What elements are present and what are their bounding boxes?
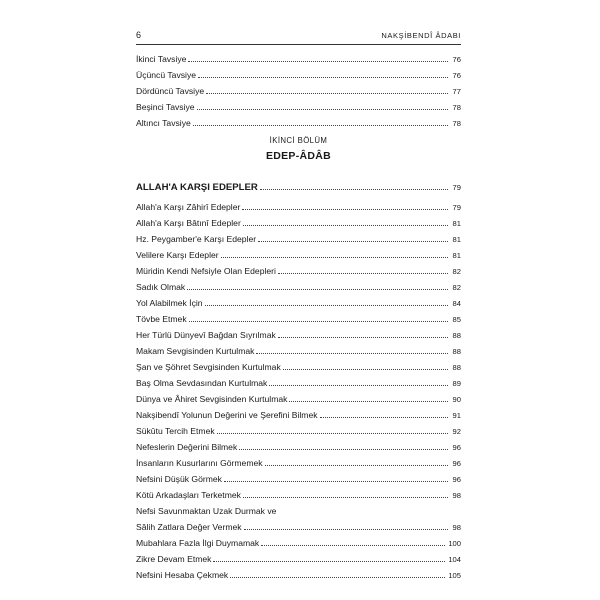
- toc-entry-title: Hz. Peygamber'e Karşı Edepler: [136, 234, 257, 244]
- dot-leader: [205, 305, 448, 306]
- toc-entry-page: 81: [452, 235, 461, 244]
- toc-entry-page: 82: [452, 267, 461, 276]
- toc-chapter-heading: [136, 180, 461, 193]
- toc-entry: [136, 440, 461, 453]
- toc-entry: [136, 84, 461, 97]
- toc-entry: [136, 488, 461, 501]
- toc-entry: [136, 312, 461, 325]
- toc-entry-page: 105: [448, 571, 461, 580]
- toc-entry-title: Mubahlara Fazla İlgi Duymamak: [136, 538, 260, 548]
- toc-entry: [136, 472, 461, 485]
- toc-entry-page: 98: [452, 523, 461, 532]
- toc-entry-title: Allah'a Karşı Zâhirî Edepler: [136, 202, 241, 212]
- toc-entry: [136, 100, 461, 113]
- toc-entry: [136, 52, 461, 65]
- toc-entry: [136, 456, 461, 469]
- toc-entry: [136, 552, 461, 565]
- toc-entry-page: 81: [452, 251, 461, 260]
- toc-entry: [136, 536, 461, 549]
- dot-leader: [261, 545, 445, 546]
- toc-entry-title: Şan ve Şöhret Sevgisinden Kurtulmak: [136, 362, 281, 372]
- dot-leader: [206, 93, 448, 94]
- toc-entry-title: Kötü Arkadaşları Terketmek: [136, 490, 241, 500]
- toc-entry-page: 84: [452, 299, 461, 308]
- dot-leader: [230, 577, 445, 578]
- dot-leader: [188, 61, 448, 62]
- toc-entry-title: Makam Sevgisinden Kurtulmak: [136, 346, 255, 356]
- toc-entry-page: 92: [452, 427, 461, 436]
- toc-entry-title: Dördüncü Tavsiye: [136, 86, 205, 96]
- toc-entry: [136, 116, 461, 129]
- dot-leader: [244, 529, 448, 530]
- dot-leader: [243, 225, 448, 226]
- toc-entry-page: 104: [448, 555, 461, 564]
- toc-entry-title: Müridin Kendi Nefsiyle Olan Edepleri: [136, 266, 276, 276]
- toc-entry: [136, 264, 461, 277]
- dot-leader: [213, 561, 445, 562]
- toc-entry: [136, 392, 461, 405]
- section-label: İKİNCİ BÖLÜM: [269, 136, 328, 145]
- toc-entry-page: 96: [452, 475, 461, 484]
- toc-entry-page: 76: [452, 55, 461, 64]
- toc-entry: [136, 216, 461, 229]
- toc-entry: [136, 68, 461, 81]
- dot-leader: [269, 385, 448, 386]
- toc-entry-page: 78: [452, 119, 461, 128]
- toc-entry: [136, 296, 461, 309]
- dot-leader: [193, 125, 448, 126]
- toc-entry-title: Velilere Karşı Edepler: [136, 250, 219, 260]
- toc-entry-page: 88: [452, 347, 461, 356]
- dot-leader: [197, 109, 448, 110]
- toc-entry-title: Baş Olma Sevdasından Kurtulmak: [136, 378, 268, 388]
- toc-entry-title: İkinci Tavsiye: [136, 54, 187, 64]
- dot-leader: [260, 189, 448, 190]
- toc-entry-page: 77: [452, 87, 461, 96]
- dot-leader: [265, 465, 448, 466]
- toc-entry-page: 98: [452, 491, 461, 500]
- toc-entry-page: 81: [452, 219, 461, 228]
- toc-entry: [136, 424, 461, 437]
- toc-entry-title: İnsanların Kusurlarını Görmemek: [136, 458, 263, 468]
- toc-entry-title: Sükûtu Tercih Etmek: [136, 426, 215, 436]
- toc-entry-title: Üçüncü Tavsiye: [136, 70, 197, 80]
- toc-entry-title: Nefsi Savunmaktan Uzak Durmak ve: [136, 506, 277, 516]
- page-number: 6: [136, 30, 142, 40]
- toc-entry: [136, 248, 461, 261]
- toc-entry-title: Dünya ve Âhiret Sevgisinden Kurtulmak: [136, 394, 288, 404]
- toc-entry-page: 96: [452, 443, 461, 452]
- toc-entry-page: 100: [448, 539, 461, 548]
- toc-entry-title: Yol Alabilmek İçin: [136, 298, 203, 308]
- dot-leader: [278, 273, 448, 274]
- dot-leader: [239, 449, 448, 450]
- dot-leader: [189, 321, 448, 322]
- toc-entry-page: 88: [452, 363, 461, 372]
- toc-entry-page: 85: [452, 315, 461, 324]
- dot-leader: [224, 481, 448, 482]
- toc-entry: [136, 200, 461, 213]
- dot-leader: [289, 401, 448, 402]
- toc-entry-title: Tövbe Etmek: [136, 314, 187, 324]
- toc-entry-title: Nefsini Hesaba Çekmek: [136, 570, 229, 580]
- toc-entry-page: 91: [452, 411, 461, 420]
- toc-entry-title: ALLAH'A KARŞI EDEPLER: [136, 182, 258, 193]
- running-title: NAKŞİBENDÎ ÂDABI: [381, 31, 461, 40]
- toc-entry-title: Nakşibendî Yolunun Değerini ve Şerefini Bilmek: [136, 410, 318, 420]
- toc-entry-title: Zikre Devam Etmek: [136, 554, 212, 564]
- toc-entry: [136, 344, 461, 357]
- toc-entry-title: Her Türlü Dünyevî Bağdan Sıyrılmak: [136, 330, 276, 340]
- toc-entry: [136, 232, 461, 245]
- dot-leader: [278, 337, 448, 338]
- page-header: [136, 30, 461, 45]
- dot-leader: [217, 433, 448, 434]
- section-title: EDEP-ÂDÂB: [265, 150, 332, 162]
- toc-entry-page: 79: [452, 203, 461, 212]
- dot-leader: [242, 209, 448, 210]
- toc-entry-page: 89: [452, 379, 461, 388]
- toc-entry: [136, 520, 461, 533]
- dot-leader: [198, 77, 448, 78]
- dot-leader: [283, 369, 448, 370]
- toc-entry: [136, 568, 461, 581]
- toc-entry-page: 90: [452, 395, 461, 404]
- dot-leader: [187, 289, 448, 290]
- toc-entry-title: Sadık Olmak: [136, 282, 186, 292]
- toc-entry: [136, 408, 461, 421]
- toc-entry: [136, 280, 461, 293]
- toc-entry-page: 96: [452, 459, 461, 468]
- toc-entry-page: 82: [452, 283, 461, 292]
- dot-leader: [258, 241, 448, 242]
- dot-leader: [243, 497, 448, 498]
- toc-entry-title: Altıncı Tavsiye: [136, 118, 191, 128]
- dot-leader: [221, 257, 448, 258]
- toc-entry-title: Allah'a Karşı Bâtınî Edepler: [136, 218, 241, 228]
- toc-entry-page: 88: [452, 331, 461, 340]
- toc-entry-title: Nefeslerin Değerini Bilmek: [136, 442, 238, 452]
- toc-entry-title: Sâlih Zatlara Değer Vermek: [136, 522, 242, 532]
- toc-entry: [136, 376, 461, 389]
- dot-leader: [256, 353, 448, 354]
- toc-entry: [136, 360, 461, 373]
- toc-entry-continued: [136, 504, 461, 517]
- toc-entry: [136, 328, 461, 341]
- toc-entry-title: Beşinci Tavsiye: [136, 102, 195, 112]
- toc-entry-page: 78: [452, 103, 461, 112]
- toc-entry-page: 79: [452, 183, 461, 192]
- toc-entry-page: 76: [452, 71, 461, 80]
- dot-leader: [320, 417, 448, 418]
- toc-entry-title: Nefsini Düşük Görmek: [136, 474, 222, 484]
